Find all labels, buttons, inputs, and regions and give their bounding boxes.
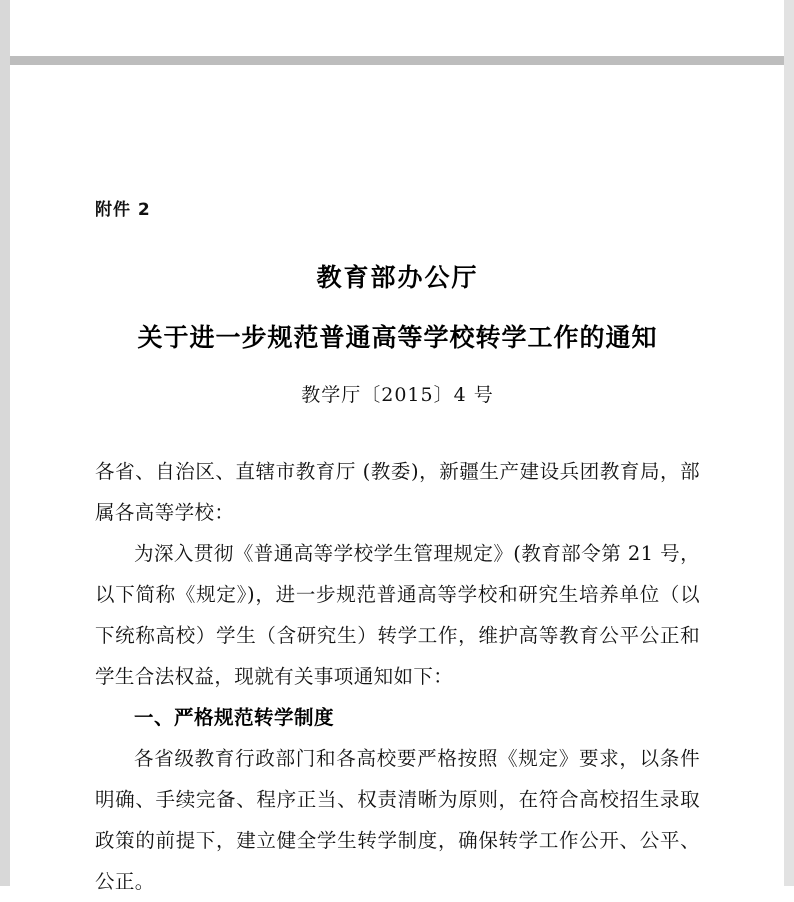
addressee-paragraph: 各省、自治区、直辖市教育厅 (教委)，新疆生产建设兵团教育局，部属各高等学校：	[95, 460, 700, 524]
page-top-divider	[10, 56, 784, 65]
document-content	[95, 195, 700, 902]
section-heading-one: 一、严格规范转学制度	[134, 706, 335, 729]
page-right-edge-shadow	[784, 0, 794, 886]
section-one-paragraph: 各省级教育行政部门和各高校要严格按照《规定》要求，以条件明确、手续完备、程序正当、权责清晰为原则，在符合高校招生录取政策的前提下，建立健全学生转学制度，确保转学工作公开、公平、公正。	[95, 747, 700, 893]
document-number: 教学厅〔2015〕4 号	[301, 384, 494, 406]
page-top-margin	[10, 0, 784, 56]
page-left-edge-shadow	[0, 0, 10, 886]
preamble-paragraph: 为深入贯彻《普通高等学校学生管理规定》(教育部令第 21 号，以下简称《规定》)，进一步规范普通高等学校和研究生培养单位（以下统称高校）学生（含研究生）转学工作，维护高等教育公平公正和学生合法权益，现就有关事项通知如下：	[95, 542, 700, 688]
attachment-label: 附件 2	[95, 200, 151, 220]
document-subtitle: 关于进一步规范普通高等学校转学工作的通知	[137, 323, 658, 352]
page-title: 教育部办公厅	[316, 263, 479, 292]
